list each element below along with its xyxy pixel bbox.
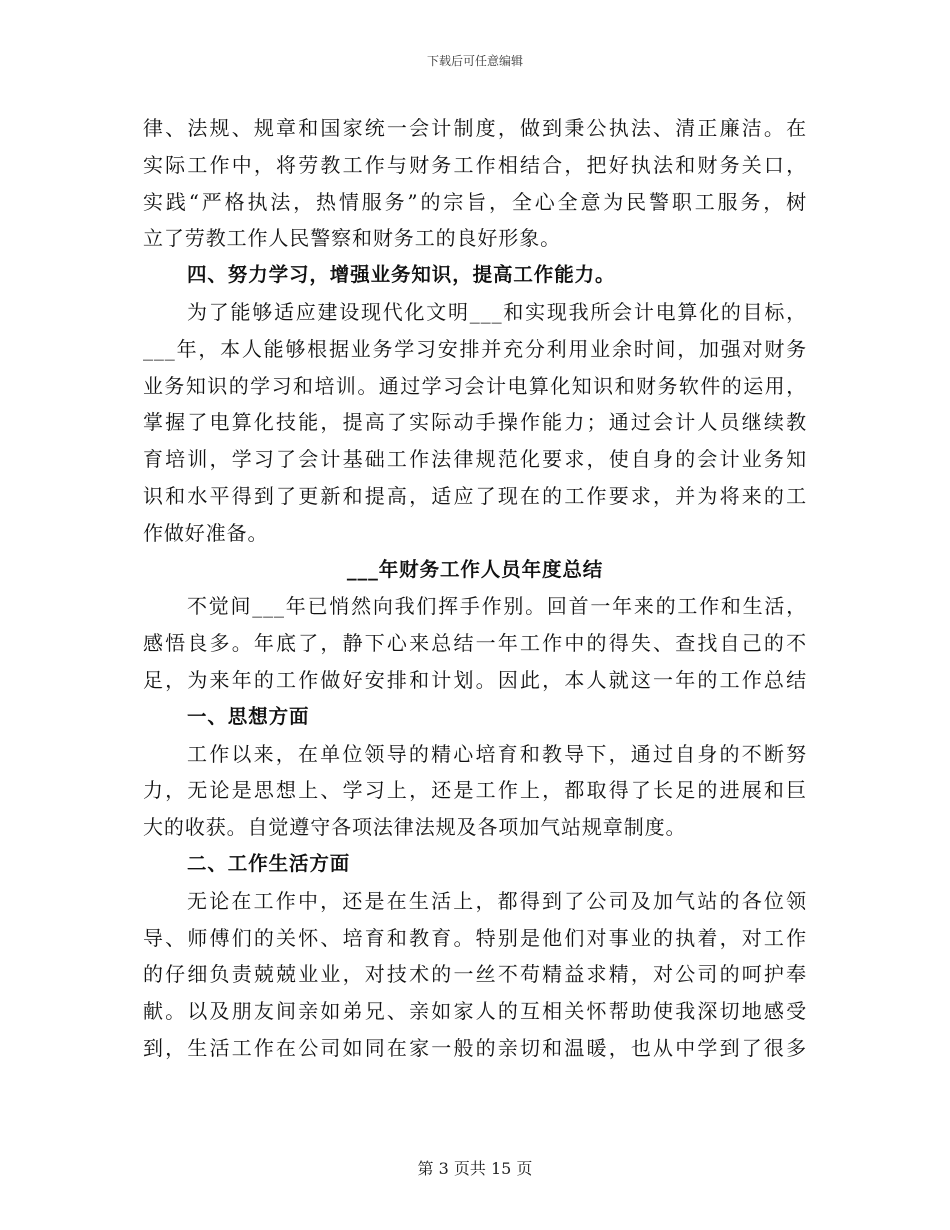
paragraph-line: 识和水平得到了更新和提高，适应了现在的工作要求，并为将来的工: [143, 483, 807, 508]
paragraph-line: 不觉间___年已悄然向我们挥手作别。回首一年来的工作和生活，: [187, 594, 807, 619]
paragraph-line: 掌握了电算化技能，提高了实际动手操作能力；通过会计人员继续教: [143, 410, 807, 435]
paragraph-line: 律、法规、规章和国家统一会计制度，做到秉公执法、清正廉洁。在: [143, 116, 807, 140]
section-heading: 四、努力学习，增强业务知识，提高工作能力。: [187, 263, 616, 287]
paragraph-line: 力，无论是思想上、学习上，还是工作上，都取得了长足的进展和巨: [143, 778, 807, 803]
paragraph-line: 工作以来，在单位领导的精心培育和教导下，通过自身的不断努: [187, 741, 807, 766]
paragraph-line: 足，为来年的工作做好安排和计划。因此，本人就这一年的工作总结: [143, 667, 807, 692]
paragraph-line: 到，生活工作在公司如同在家一般的亲切和温暖，也从中学到了很多: [143, 1035, 807, 1060]
paragraph-line: 大的收获。自觉遵守各项法律法规及各项加气站规章制度。: [143, 815, 687, 840]
paragraph-line: 业务知识的学习和培训。通过学习会计电算化知识和财务软件的运用，: [143, 373, 807, 398]
paragraph-line: 为了能够适应建设现代化文明___和实现我所会计电算化的目标，: [187, 299, 807, 324]
paragraph-line: 感悟良多。年底了，静下心来总结一年工作中的得失、查找自己的不: [143, 631, 807, 656]
document-title: ___年财务工作人员年度总结: [346, 557, 604, 581]
section-heading: 一、思想方面: [187, 704, 310, 728]
paragraph-line: 育培训，学习了会计基础工作法律规范化要求，使自身的会计业务知: [143, 447, 807, 472]
paragraph-line: 导、师傅们的关怀、培育和教育。特别是他们对事业的执着，对工作: [143, 925, 807, 950]
paragraph-line: 立了劳教工作人民警察和财务工的良好形象。: [143, 226, 561, 251]
paragraph-line: 作做好准备。: [143, 520, 269, 545]
section-heading: 二、工作生活方面: [187, 851, 351, 875]
document-body: [143, 110, 807, 1067]
page-footer: 第 3 页共 15 页: [417, 1159, 533, 1178]
page-header: 下载后可任意编辑: [426, 54, 523, 68]
paragraph-line: 的仔细负责兢兢业业，对技术的一丝不苟精益求精，对公司的呵护奉: [143, 962, 807, 987]
paragraph-line: 实际工作中，将劳教工作与财务工作相结合，把好执法和财务关口，: [143, 152, 807, 177]
paragraph-line: 献。以及朋友间亲如弟兄、亲如家人的互相关怀帮助使我深切地感受: [143, 999, 807, 1024]
paragraph-line: 无论在工作中，还是在生活上，都得到了公司及加气站的各位领: [187, 888, 807, 913]
paragraph-line: ___年，本人能够根据业务学习安排并充分利用业余时间，加强对财务: [143, 336, 807, 361]
paragraph-line: 实践“严格执法，热情服务”的宗旨，全心全意为民警职工服务，树: [143, 189, 807, 214]
